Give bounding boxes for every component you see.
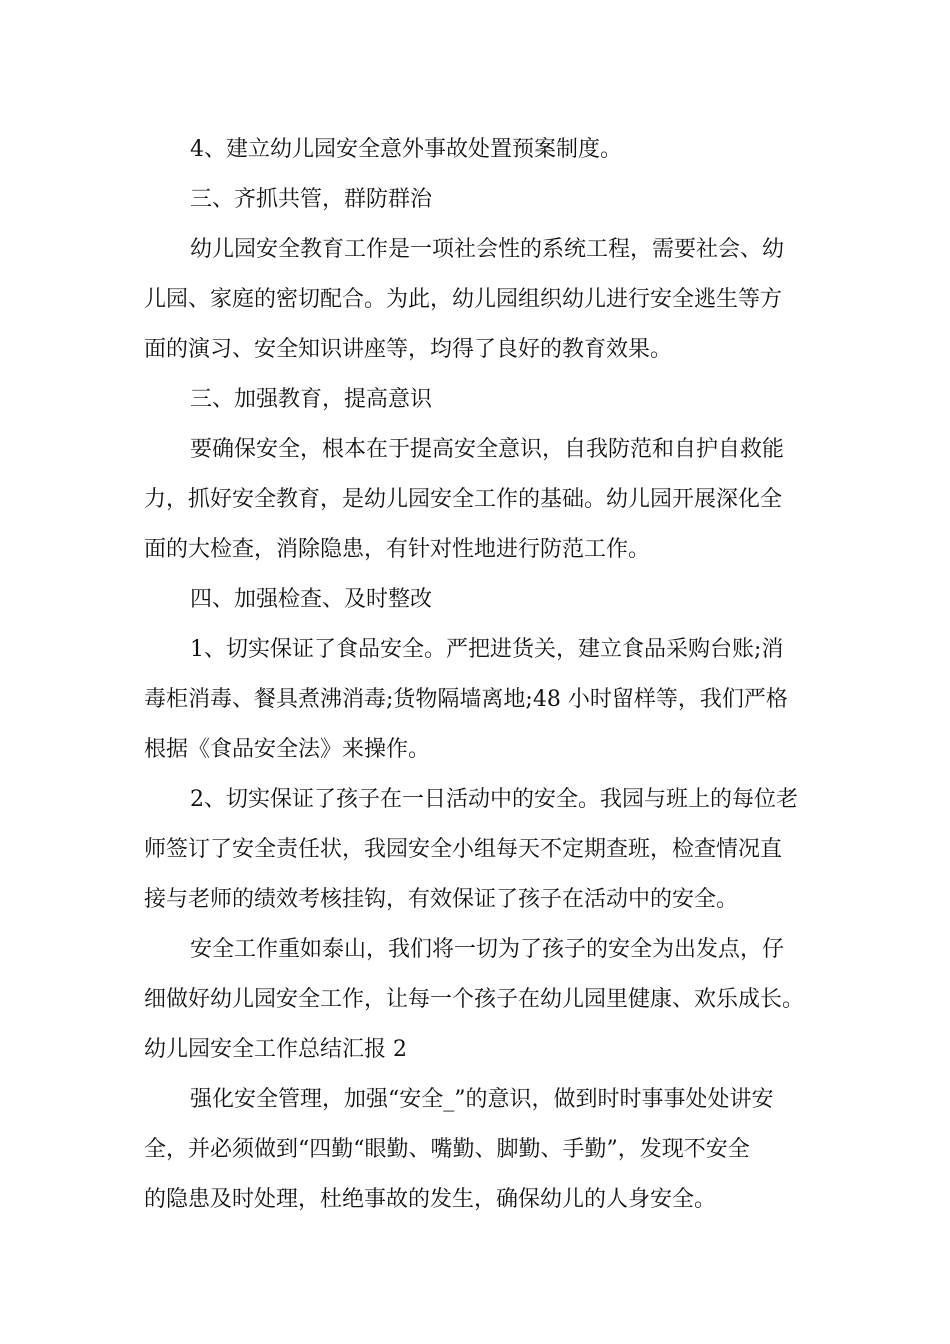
paragraph-line: 全，并必须做到“四勤“眼勤、嘴勤、脚勤、手勤”，发现不安全 [144, 1137, 750, 1162]
paragraph-line: 细做好幼儿园安全工作，让每一个孩子在幼儿园里健康、欢乐成长。 [144, 987, 805, 1012]
paragraph-line: 面的演习、安全知识讲座等，均得了良好的教育效果。 [144, 337, 673, 362]
paragraph-line: 师签订了安全责任状，我园安全小组每天不定期查班，检查情况直 [144, 837, 783, 862]
paragraph-line: 2、切实保证了孩子在一日活动中的安全。我园与班上的每位老 [190, 787, 798, 812]
paragraph-line: 儿园、家庭的密切配合。为此，幼儿园组织幼儿进行安全逃生等方 [144, 287, 783, 312]
paragraph-item-4: 4、建立幼儿园安全意外事故处置预案制度。 [190, 137, 622, 162]
section-heading-3b: 三、加强教育，提高意识 [190, 387, 433, 412]
paragraph-line: 毒柜消毒、餐具煮沸消毒;货物隔墙离地;48 小时留样等，我们严格 [144, 687, 788, 712]
paragraph-line: 接与老师的绩效考核挂钩，有效保证了孩子在活动中的安全。 [144, 887, 739, 912]
section-heading-4: 四、加强检查、及时整改 [190, 587, 433, 612]
paragraph-line: 幼儿园安全教育工作是一项社会性的系统工程，需要社会、幼 [190, 237, 785, 262]
paragraph-line: 面的大检查，消除隐患，有针对性地进行防范工作。 [144, 537, 651, 562]
paragraph-line: 力，抓好安全教育，是幼儿园安全工作的基础。幼儿园开展深化全 [144, 487, 783, 512]
paragraph-line: 安全工作重如泰山，我们将一切为了孩子的安全为出发点，仔 [190, 937, 785, 962]
paragraph-line: 强化安全管理，加强“安全_”的意识，做到时时事事处处讲安 [190, 1087, 774, 1112]
section-heading-3a: 三、齐抓共管，群防群治 [190, 187, 433, 212]
paragraph-line: 根据《食品安全法》来操作。 [144, 737, 431, 762]
paragraph-line: 1、切实保证了食品安全。严把进货关，建立食品采购台账;消 [190, 637, 784, 662]
paragraph-line: 要确保安全，根本在于提高安全意识，自我防范和自护自救能 [190, 437, 785, 462]
paragraph-line: 的隐患及时处理，杜绝事故的发生，确保幼儿的人身安全。 [144, 1187, 717, 1212]
document-subtitle: 幼儿园安全工作总结汇报 2 [144, 1037, 407, 1062]
